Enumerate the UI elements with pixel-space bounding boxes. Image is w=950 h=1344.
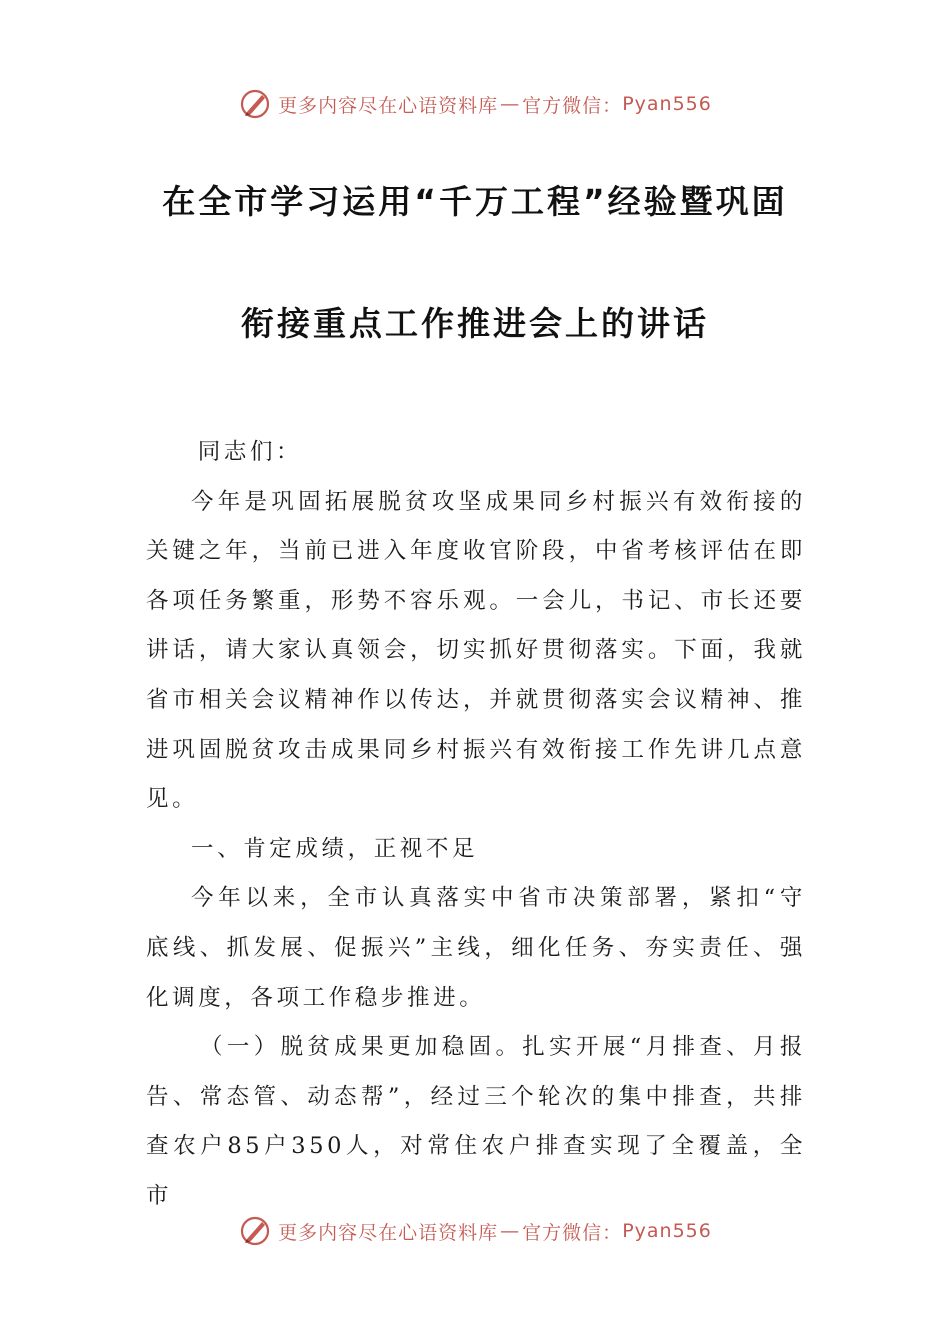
watermark-wechat-id: Pyan556 — [622, 1220, 712, 1242]
paragraph: 今年以来，全市认真落实中省市决策部署，紧扣“守底线、抓发展、促振兴”主线，细化任务、夯实责任、强化调度，各项工作稳步推进。 — [146, 885, 806, 1011]
watermark-text: 更多内容尽在心语资料库 — [278, 1221, 499, 1244]
document-title-line-2: 衔接重点工作推进会上的讲话 — [241, 304, 709, 343]
paragraph: 今年是巩固拓展脱贫攻坚成果同乡村振兴有效衔接的关键之年，当前已进入年度收官阶段，中省考核评估在即各项任务繁重，形势不容乐观。一会儿，书记、市长还要讲话，请大家认真领会，切实抓好贯彻落实。下面，我就省市相关会议精神作以传达，并就贯彻落实会议精神、推进巩固脱贫攻击成果同乡村振兴有效衔接工作先讲几点意见。 — [146, 488, 806, 813]
watermark-label: 官方微信： — [522, 94, 623, 117]
header-watermark — [0, 84, 950, 124]
section-heading: 一、肯定成绩，正视不足 — [191, 835, 479, 862]
pen-logo-icon — [238, 87, 272, 121]
watermark-separator: — — [500, 1220, 521, 1242]
pen-logo-icon — [238, 1214, 272, 1248]
watermark-separator: — — [500, 93, 521, 115]
watermark-text: 更多内容尽在心语资料库 — [278, 94, 499, 117]
document-title-line-1: 在全市学习运用“千万工程”经验暨巩固 — [162, 182, 788, 221]
document-body — [146, 428, 806, 1222]
paragraph: （一）脱贫成果更加稳固。扎实开展“月排查、月报告、常态管、动态帮”，经过三个轮次的集中排查，共排查农户85户350人，对常住农户排查实现了全覆盖，全市 — [146, 1034, 806, 1209]
salutation: 同志们： — [197, 439, 303, 465]
watermark-label: 官方微信： — [522, 1221, 623, 1244]
watermark-wechat-id: Pyan556 — [622, 93, 712, 115]
footer-watermark — [0, 1211, 950, 1251]
